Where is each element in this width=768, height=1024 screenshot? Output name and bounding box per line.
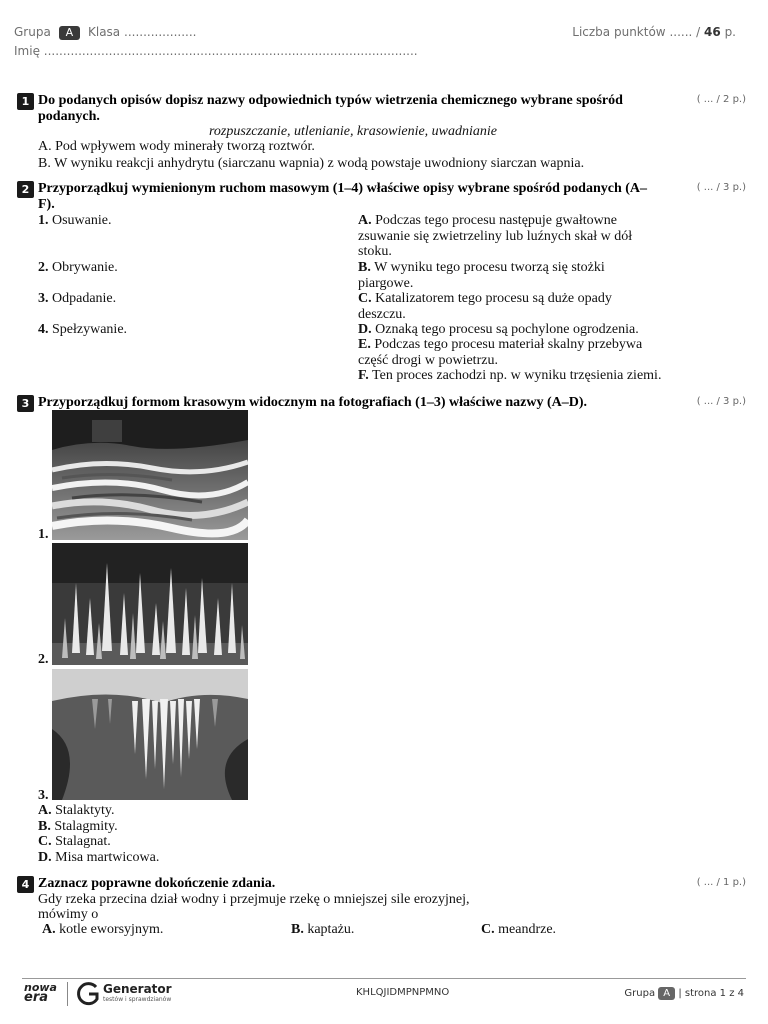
footer-page-info <box>624 987 744 1000</box>
photo-2-number: 2. <box>38 652 49 667</box>
q2-right-letter-c: C. <box>358 291 372 306</box>
question-1-points[interactable]: ( ... / 2 p.) <box>696 94 746 105</box>
photo-3-number: 3. <box>38 788 49 803</box>
q2-left-num-1: 1. <box>38 213 49 228</box>
points-blank[interactable]: ...... <box>669 25 693 39</box>
q3-answer-b <box>38 819 118 835</box>
question-2-title-line2: F). <box>38 197 55 212</box>
q2-right-item-c <box>358 291 698 322</box>
q2-left-num-3: 3. <box>38 291 49 306</box>
question-3-title: Przyporządkuj formom krasowym widocznym na fotografiach (1–3) właściwe nazwy (A–D). <box>38 395 588 410</box>
nowa-era-text-2: era <box>24 990 49 1005</box>
question-2-number: 2 <box>17 181 34 198</box>
photo-stalagmites <box>52 543 248 665</box>
footer-page-number: | strona 1 z 4 <box>678 988 744 999</box>
q2-right-e-line1: Podczas tego procesu materiał skalny przebywa <box>374 337 643 352</box>
header-group-line <box>14 25 196 40</box>
photo-1-label <box>38 527 49 543</box>
q2-right-item-d <box>358 322 698 338</box>
q3-answer-text-b: Stalagmity. <box>54 819 118 834</box>
class-label: Klasa <box>88 25 121 39</box>
footer-logo-divider <box>67 982 68 1006</box>
q2-left-text-3: Odpadanie. <box>52 291 117 306</box>
question-1-item-b: B. W wyniku reakcji anhydrytu (siarczanu wapnia) z wodą powstaje uwodniony siarczan wapnia. <box>38 156 585 171</box>
q2-left-item-3 <box>38 291 116 307</box>
q3-answer-text-d: Misa martwicowa. <box>55 850 160 865</box>
q4-choice-b[interactable] <box>291 922 354 938</box>
question-1-item-a: A. Pod wpływem wody minerały tworzą roztwór. <box>38 139 315 154</box>
q4-choice-c[interactable] <box>481 922 556 938</box>
footer-group-label: Grupa <box>624 988 656 999</box>
q2-right-item-e <box>358 337 698 368</box>
q2-right-letter-b: B. <box>358 260 371 275</box>
q2-right-letter-e: E. <box>358 337 371 352</box>
q2-left-num-2: 2. <box>38 260 49 275</box>
photo-travertine-pools <box>52 410 248 540</box>
q4-choice-text-c: meandrze. <box>498 922 557 937</box>
points-label: Liczba punktów <box>572 25 666 39</box>
q4-choice-letter-c: C. <box>481 922 495 937</box>
q2-right-d-line1: Oznaką tego procesu są pochylone ogrodzenia. <box>375 322 639 337</box>
q2-left-item-2 <box>38 260 118 276</box>
question-2-points[interactable]: ( ... / 3 p.) <box>696 182 746 193</box>
question-1-title <box>38 93 658 125</box>
q2-left-text-1: Osuwanie. <box>52 213 112 228</box>
q3-answer-text-a: Stalaktyty. <box>55 803 115 818</box>
generator-logo <box>76 981 176 1007</box>
q4-choice-letter-b: B. <box>291 922 304 937</box>
question-1-title-line1: Do podanych opisów dopisz nazwy odpowiednich typów wietrzenia chemicznego wybrane spośród <box>38 93 623 108</box>
question-1-number: 1 <box>17 93 34 110</box>
points-unit: p. <box>724 25 736 39</box>
q2-left-text-4: Spełzywanie. <box>52 322 128 337</box>
footer-code: KHLQJIDMPNPMNO <box>356 987 450 998</box>
q4-choice-text-b: kaptażu. <box>307 922 355 937</box>
photo-stalactites <box>52 669 248 800</box>
q3-answer-c <box>38 834 111 850</box>
q2-left-num-4: 4. <box>38 322 49 337</box>
footer-group-badge: A <box>658 987 675 1000</box>
question-4-points[interactable]: ( ... / 1 p.) <box>696 877 746 888</box>
q2-left-text-2: Obrywanie. <box>52 260 118 275</box>
q4-choice-letter-a: A. <box>42 922 56 937</box>
q2-right-f-line1: Ten proces zachodzi np. w wyniku trzęsienia ziemi. <box>372 368 662 383</box>
q2-right-a-line1: Podczas tego procesu następuje gwałtowne <box>375 213 617 228</box>
q3-answer-d <box>38 850 159 866</box>
q2-left-item-1 <box>38 213 112 229</box>
generator-g-icon <box>76 981 100 1007</box>
question-2-title <box>38 181 678 213</box>
q2-right-item-a <box>358 213 698 260</box>
q2-left-item-4 <box>38 322 127 338</box>
q3-answer-letter-b: B. <box>38 819 51 834</box>
generator-subtitle: testów i sprawdzianów <box>103 996 172 1003</box>
q2-right-a-line2: zsuwanie się zwietrzeliny lub luźnych skał w dół <box>358 228 633 244</box>
q2-right-letter-a: A. <box>358 213 372 228</box>
photo-2-label <box>38 652 49 668</box>
q2-right-letter-d: D. <box>358 322 372 337</box>
q4-stem-line1: Gdy rzeka przecina dział wodny i przejmuje rzekę o mniejszej sile erozyjnej, <box>38 892 470 907</box>
question-2-title-line1: Przyporządkuj wymienionym ruchom masowym (1–4) właściwe opisy wybrane spośród podanych (A– <box>38 181 648 196</box>
q4-choice-a[interactable] <box>42 922 163 938</box>
q2-right-e-line2: część drogi w powietrzu. <box>358 352 498 368</box>
header-name-line <box>14 44 418 58</box>
group-label: Grupa <box>14 25 51 39</box>
q2-right-item-b <box>358 260 698 291</box>
name-blank[interactable]: .................................................................................................. <box>43 44 418 58</box>
nowa-era-logo <box>24 983 64 1007</box>
question-4-title: Zaznacz poprawne dokończenie zdania. <box>38 876 276 891</box>
generator-title: Generator <box>103 982 172 996</box>
photo-1-number: 1. <box>38 527 49 542</box>
question-1-title-line2: podanych. <box>38 109 100 124</box>
q2-right-b-line2: piargowe. <box>358 275 414 291</box>
photo-3-label <box>38 788 49 804</box>
points-separator: / <box>696 25 701 39</box>
q2-right-c-line1: Katalizatorem tego procesu są duże opady <box>375 291 612 306</box>
question-3-number: 3 <box>17 395 34 412</box>
q2-right-item-f <box>358 368 698 384</box>
footer-divider <box>22 978 746 979</box>
q3-answer-letter-d: D. <box>38 850 52 865</box>
group-badge: A <box>59 26 81 40</box>
header-points <box>572 25 736 39</box>
q4-choice-text-a: kotle eworsyjnym. <box>59 922 164 937</box>
q3-answer-letter-a: A. <box>38 803 52 818</box>
q4-stem-line2: mówimy o <box>38 907 99 922</box>
question-1-options: rozpuszczanie, utlenianie, krasowienie, uwadnianie <box>209 124 498 139</box>
q2-right-b-line1: W wyniku tego procesu tworzą się stożki <box>374 260 605 275</box>
name-label: Imię <box>14 44 40 58</box>
q3-answer-letter-c: C. <box>38 834 52 849</box>
q2-right-letter-f: F. <box>358 368 369 383</box>
class-blank[interactable]: ................... <box>124 25 197 39</box>
q2-right-a-line3: stoku. <box>358 244 392 259</box>
q3-answer-a <box>38 803 115 819</box>
points-total: 46 <box>704 25 721 39</box>
nowa-era-text-1: nowa <box>24 981 57 994</box>
q2-right-c-line2: deszczu. <box>358 306 406 322</box>
question-4-number: 4 <box>17 876 34 893</box>
question-3-points[interactable]: ( ... / 3 p.) <box>696 396 746 407</box>
q3-answer-text-c: Stalagnat. <box>55 834 111 849</box>
